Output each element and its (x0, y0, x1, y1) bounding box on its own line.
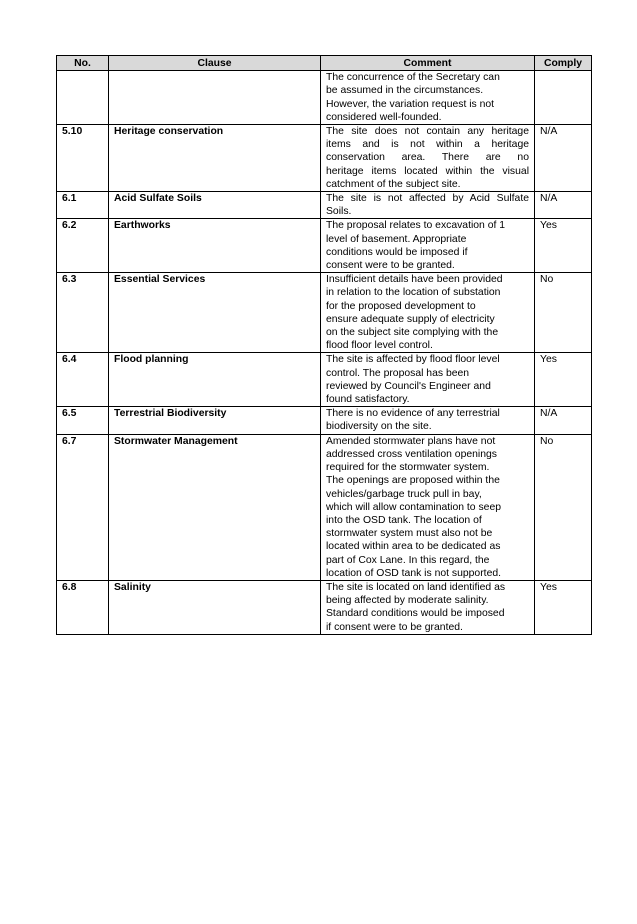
clause-title (109, 71, 321, 125)
comment-line: on the subject site complying with the (326, 327, 499, 339)
comply-status: N/A (535, 192, 592, 219)
comment-line: required for the stormwater system. (326, 462, 490, 474)
comment-cell (321, 192, 535, 219)
comment-line: into the OSD tank. The location of (326, 514, 482, 526)
comment-line: The site is affected by flood floor level (326, 354, 500, 366)
comply-status: N/A (535, 125, 592, 192)
clause-title: Earthworks (109, 219, 321, 273)
clause-title: Salinity (109, 580, 321, 634)
comply-status (535, 71, 592, 125)
table-row (57, 219, 592, 273)
comment-line: reviewed by Council's Engineer and (326, 380, 491, 392)
document-page (56, 55, 591, 635)
comment-cell (321, 434, 535, 580)
comply-status: No (535, 273, 592, 353)
comment-cell (321, 125, 535, 192)
table-body (57, 71, 592, 635)
comment-line: biodiversity on the site. (326, 421, 432, 433)
comment-line: The site does not contain any heritage (326, 126, 529, 138)
clause-title: Heritage conservation (109, 125, 321, 192)
comment-cell (321, 580, 535, 634)
table-row (57, 71, 592, 125)
comment-line: There is no evidence of any terrestrial (326, 408, 500, 420)
header-clause: Clause (109, 56, 321, 71)
table-row (57, 273, 592, 353)
comment-line: be assumed in the circumstances. (326, 85, 484, 97)
comply-status: Yes (535, 219, 592, 273)
comment-line: flood floor level control. (326, 340, 433, 352)
comment-line: control. The proposal has been (326, 367, 470, 379)
compliance-table (56, 55, 592, 635)
comment-line: part of Cox Lane. In this regard, the (326, 554, 490, 566)
comply-status: Yes (535, 353, 592, 407)
comment-cell (321, 219, 535, 273)
comment-line: found satisfactory. (326, 394, 410, 406)
comment-line: consent were to be granted. (326, 260, 455, 272)
clause-number: 6.3 (57, 273, 109, 353)
comment-line: being affected by moderate salinity. (326, 595, 489, 607)
comment-line: catchment of the subject site. (326, 178, 461, 190)
comment-line: level of basement. Appropriate (326, 233, 467, 245)
comment-line: which will allow contamination to seep (326, 501, 501, 513)
clause-title: Stormwater Management (109, 434, 321, 580)
comment-line: vehicles/garbage truck pull in bay, (326, 488, 482, 500)
comment-line: The site is not affected by Acid Sulfate (326, 193, 529, 205)
comment-cell (321, 71, 535, 125)
comment-line: heritage items located within the visual (326, 165, 529, 177)
header-comply: Comply (535, 56, 592, 71)
table-row (57, 125, 592, 192)
clause-title: Acid Sulfate Soils (109, 192, 321, 219)
table-row (57, 407, 592, 434)
header-no: No. (57, 56, 109, 71)
comment-line: Soils. (326, 206, 352, 218)
table-row (57, 192, 592, 219)
comment-line: The proposal relates to excavation of 1 (326, 220, 506, 232)
comply-status: N/A (535, 407, 592, 434)
comply-status: No (535, 434, 592, 580)
table-header-row (57, 56, 592, 71)
clause-number (57, 71, 109, 125)
comment-line: stormwater system must also not be (326, 528, 493, 540)
clause-number: 5.10 (57, 125, 109, 192)
comment-cell (321, 353, 535, 407)
comment-cell (321, 273, 535, 353)
table-row (57, 580, 592, 634)
comment-line: items and is not within a heritage (326, 139, 529, 151)
comment-line: The concurrence of the Secretary can (326, 72, 500, 84)
clause-title: Terrestrial Biodiversity (109, 407, 321, 434)
clause-number: 6.4 (57, 353, 109, 407)
comment-line: Amended stormwater plans have not (326, 435, 496, 447)
comment-line: for the proposed development to (326, 300, 476, 312)
table-row (57, 353, 592, 407)
comment-line: The site is located on land identified as (326, 581, 506, 593)
comment-line: in relation to the location of substation (326, 287, 501, 299)
comment-line: if consent were to be granted. (326, 621, 463, 633)
header-comment: Comment (321, 56, 535, 71)
comment-line: Insufficient details have been provided (326, 274, 503, 286)
comment-cell (321, 407, 535, 434)
clause-number: 6.8 (57, 580, 109, 634)
comment-line: addressed cross ventilation openings (326, 448, 497, 460)
clause-number: 6.1 (57, 192, 109, 219)
comply-status: Yes (535, 580, 592, 634)
comment-line: considered well-founded. (326, 111, 442, 123)
comment-line: ensure adequate supply of electricity (326, 313, 495, 325)
table-row (57, 434, 592, 580)
clause-number: 6.2 (57, 219, 109, 273)
comment-line: conservation area. There are no (326, 152, 529, 164)
comment-line: located within area to be dedicated as (326, 541, 501, 553)
comment-line: The openings are proposed within the (326, 475, 500, 487)
clause-number: 6.5 (57, 407, 109, 434)
clause-title: Essential Services (109, 273, 321, 353)
clause-number: 6.7 (57, 434, 109, 580)
comment-line: conditions would be imposed if (326, 246, 468, 258)
comment-line: However, the variation request is not (326, 98, 495, 110)
clause-title: Flood planning (109, 353, 321, 407)
comment-line: location of OSD tank is not supported. (326, 567, 502, 579)
comment-line: Standard conditions would be imposed (326, 608, 505, 620)
